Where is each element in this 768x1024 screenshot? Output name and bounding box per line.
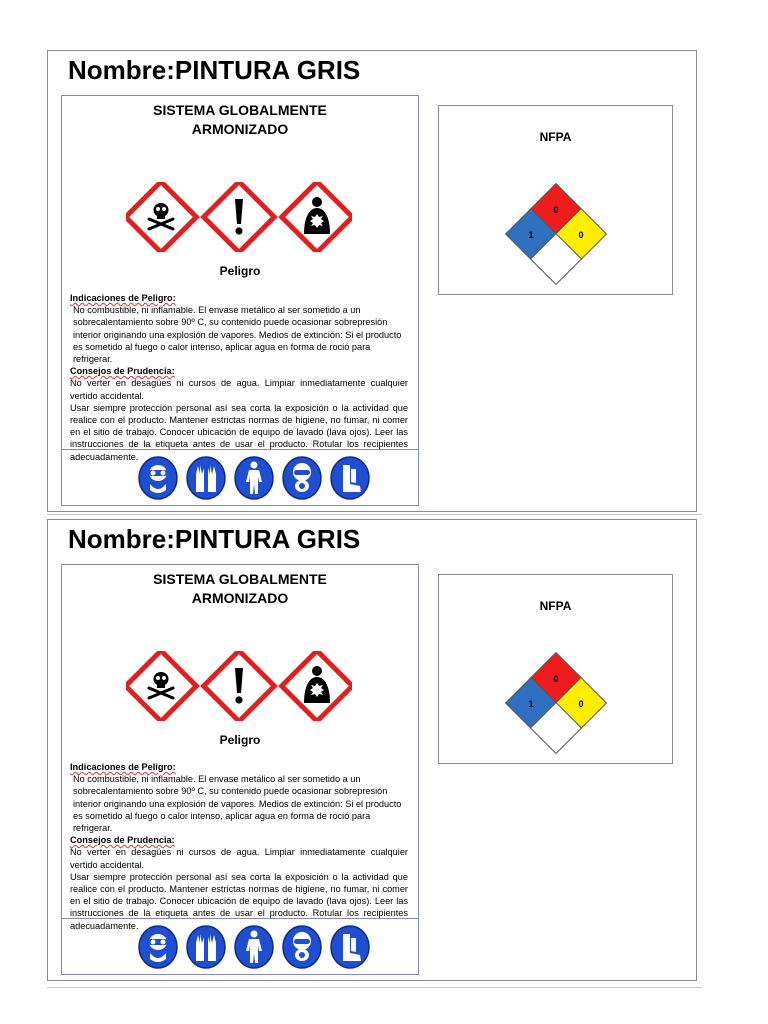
nfpa-diamond [496, 651, 616, 761]
nfpa-health-value: 1 [528, 699, 534, 709]
nfpa-health-value: 1 [528, 230, 534, 240]
product-name-title: Nombre:PINTURA GRIS [68, 55, 361, 85]
ghs-title-line-1: SISTEMA GLOBALMENTE [153, 102, 327, 118]
protective-suit-icon [234, 925, 274, 969]
precautionary-text-2: Usar siempre protección personal así sea corta la exposición o la actividad que realice con el producto. Mantener estrictas normas de higiene, no fumar, ni comer en el sitio de trabajo. Conocer ubicación de equipo de lavado (lava ojos). Leer las instrucciones de la etiqueta antes de usar el producto. Rotular los recipientes adecuadamente. [70, 402, 408, 462]
chemical-label-1 [47, 50, 697, 512]
ghs-title [62, 570, 418, 608]
nfpa-flammability-value: 0 [553, 205, 559, 215]
ghs-panel [61, 95, 419, 506]
exclamation-mark-icon [204, 651, 275, 721]
precautionary-text-1: No verter en desagües ni cursos de agua. Limpiar inmediatamente cualquier vertido accidental. [70, 378, 408, 401]
nfpa-panel [438, 574, 673, 764]
nfpa-title: NFPA [539, 130, 572, 144]
signal-word: Peligro [219, 264, 261, 278]
protective-suit-icon [234, 456, 274, 500]
respirator-icon [282, 456, 322, 500]
ghs-pictograms [126, 182, 352, 252]
ppe-strip [62, 449, 418, 505]
precautionary-heading: Consejos de Prudencia: [70, 366, 175, 377]
ghs-title-line-1: SISTEMA GLOBALMENTE [153, 571, 327, 587]
gloves-icon [186, 456, 226, 500]
health-hazard-icon [282, 651, 352, 721]
respirator-icon [282, 925, 322, 969]
health-hazard-icon [282, 182, 352, 252]
face-shield-icon [138, 925, 178, 969]
ghs-title-line-2: ARMONIZADO [191, 590, 289, 606]
nfpa-title: NFPA [539, 599, 572, 613]
ghs-title-line-2: ARMONIZADO [191, 121, 289, 137]
hazard-statements-heading: Indicaciones de Peligro: [70, 293, 176, 303]
safety-boots-icon [330, 925, 370, 969]
nfpa-diamond [496, 182, 616, 292]
hazard-statements-text: No combustible, ni inflamable. El envase metálico al ser sometido a un sobrecalentamiento sobre 90º C, su contenido puede ocasionar sobrepresión interior originando una explosión de vapores. Medios de extinción: Si el producto es sometido al fuego o calor intenso, aplicar agua en forma de roció para refrigerar. [73, 774, 402, 834]
precautionary-text-2: Usar siempre protección personal así sea corta la exposición o la actividad que realice con el producto. Mantener estrictas normas de higiene, no fumar, ni comer en el sitio de trabajo. Conocer ubicación de equipo de lavado (lava ojos). Leer las instrucciones de la etiqueta antes de usar el producto. Rotular los recipientes adecuadamente. [70, 871, 408, 931]
face-shield-icon [138, 456, 178, 500]
ghs-title [62, 101, 418, 139]
hazard-statements-heading: Indicaciones de Peligro: [70, 762, 176, 772]
signal-word: Peligro [219, 733, 261, 747]
nfpa-flammability-value: 0 [553, 674, 559, 684]
precautionary-text-1: No verter en desagües ni cursos de agua. Limpiar inmediatamente cualquier vertido accidental. [70, 847, 408, 870]
nfpa-reactivity-value: 0 [578, 230, 584, 240]
separator-line [47, 987, 702, 988]
skull-crossbones-icon [126, 182, 196, 252]
precautionary-heading: Consejos de Prudencia: [70, 835, 175, 846]
nfpa-panel [438, 105, 673, 295]
ghs-panel [61, 564, 419, 975]
nfpa-reactivity-value: 0 [578, 699, 584, 709]
chemical-label-2 [47, 519, 697, 981]
exclamation-mark-icon [204, 182, 275, 252]
product-name-title: Nombre:PINTURA GRIS [68, 524, 361, 554]
skull-crossbones-icon [126, 651, 196, 721]
ghs-pictograms [126, 651, 352, 721]
label-text [70, 761, 408, 932]
ppe-strip [62, 918, 418, 974]
safety-boots-icon [330, 456, 370, 500]
separator-line [47, 514, 702, 515]
gloves-icon [186, 925, 226, 969]
hazard-statements-text: No combustible, ni inflamable. El envase metálico al ser sometido a un sobrecalentamiento sobre 90º C, su contenido puede ocasionar sobrepresión interior originando una explosión de vapores. Medios de extinción: Si el producto es sometido al fuego o calor intenso, aplicar agua en forma de roció para refrigerar. [73, 305, 402, 365]
label-text [70, 292, 408, 463]
